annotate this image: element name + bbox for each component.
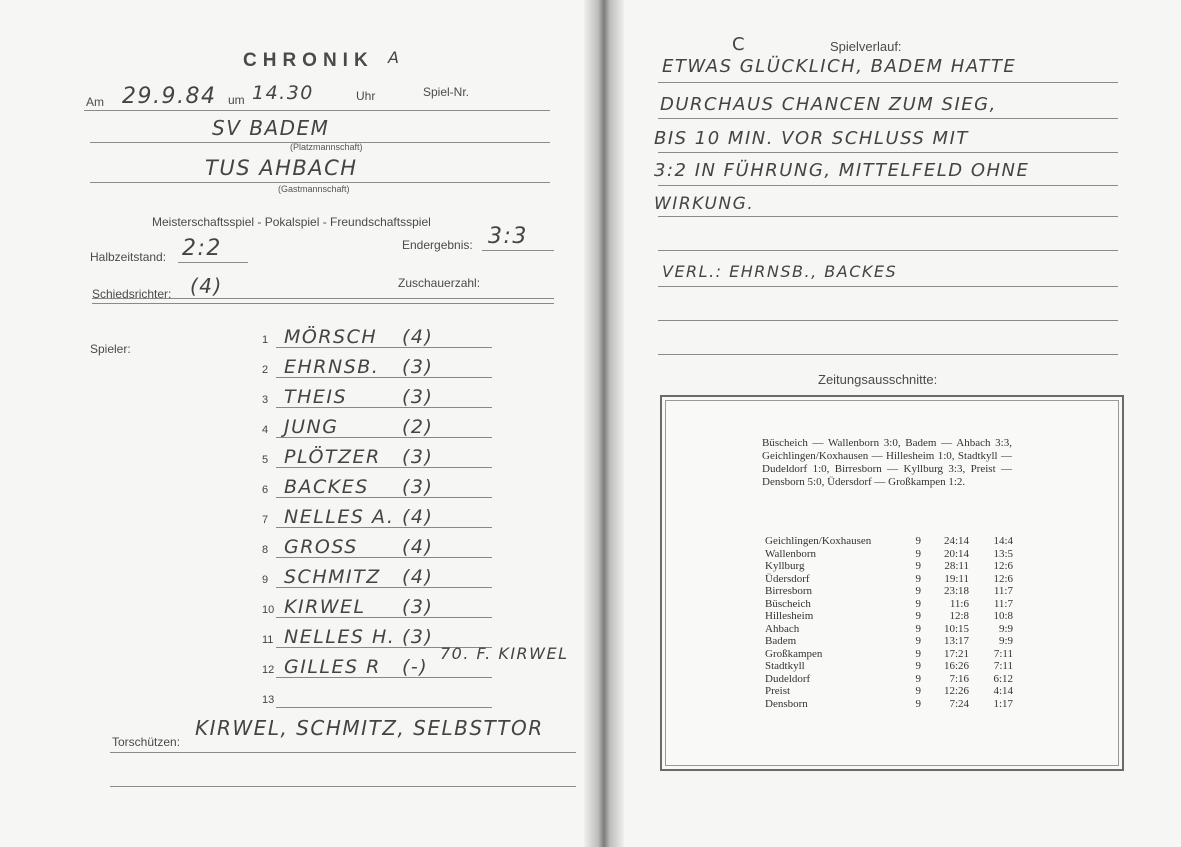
referee-value: (4)	[190, 274, 223, 298]
table-row	[762, 585, 1016, 598]
title-corner-mark: A	[388, 48, 401, 67]
guest-line	[90, 182, 550, 183]
games-cell: 9	[915, 585, 921, 597]
games-cell: 9	[915, 697, 921, 710]
goals-cell: 19:11	[944, 572, 969, 585]
games-cell: 9	[915, 672, 921, 685]
team-cell: Üdersdorf	[765, 572, 810, 585]
points-cell: 10:8	[993, 610, 1013, 622]
player-grade: (2)	[402, 416, 434, 438]
player-name: KIRWEL	[284, 596, 366, 618]
table-row	[762, 685, 1016, 698]
am-label: Am	[86, 95, 104, 109]
games-cell: 9	[915, 660, 921, 672]
final-line	[482, 250, 554, 251]
team-cell: Dudeldorf	[765, 672, 811, 685]
spiel-nr-label: Spiel-Nr.	[423, 85, 470, 99]
player-row	[262, 588, 492, 618]
left-page	[0, 0, 584, 847]
table-row	[762, 623, 1016, 636]
scorers-line	[110, 752, 576, 753]
player-line	[276, 707, 492, 708]
player-grade: (4)	[402, 536, 434, 558]
points-cell: 7:11	[993, 647, 1013, 660]
points-cell: 6:12	[993, 672, 1013, 685]
games-cell: 9	[915, 560, 921, 572]
player-grade: (-)	[402, 656, 429, 678]
table-row	[762, 648, 1016, 661]
player-row	[262, 318, 492, 348]
player-row	[262, 528, 492, 558]
games-cell: 9	[915, 647, 921, 660]
points-cell: 12:6	[993, 560, 1013, 572]
halftime-label: Halbzeitstand:	[90, 250, 167, 264]
table-row	[762, 635, 1016, 648]
player-number: 9	[262, 574, 269, 586]
table-row	[762, 660, 1016, 673]
home-team: SV BADEM	[212, 116, 330, 140]
book-gutter	[584, 0, 624, 847]
home-caption: (Platzmannschaft)	[290, 142, 363, 152]
goals-cell: 12:26	[943, 685, 969, 697]
player-name: EHRNSB.	[284, 356, 380, 378]
games-cell: 9	[915, 635, 921, 647]
verlauf-line: BIS 10 MIN. VOR SCHLUSS MIT	[654, 128, 969, 149]
verlauf-line: DURCHAUS CHANCEN ZUM SIEG,	[660, 94, 997, 115]
player-row	[262, 348, 492, 378]
goals-cell: 7:24	[949, 697, 969, 710]
points-cell: 12:6	[993, 572, 1013, 585]
final-label: Endergebnis:	[402, 238, 473, 252]
team-cell: Großkampen	[765, 647, 823, 660]
team-cell: Densborn	[765, 697, 808, 710]
date-value: 29.9.84	[122, 84, 217, 109]
scorers-label: Torschützen:	[112, 735, 181, 749]
player-name: NELLES H.	[284, 626, 396, 648]
player-number: 1	[262, 334, 269, 346]
player-number: 2	[262, 364, 269, 376]
team-cell: Badem	[765, 635, 797, 647]
referee-line-2	[92, 303, 554, 304]
points-cell: 1:17	[993, 697, 1013, 710]
table-row	[762, 573, 1016, 586]
table-row	[762, 535, 1016, 548]
points-cell: 11:7	[993, 585, 1013, 597]
substitution-note: 70. F. KIRWEL	[440, 644, 569, 663]
player-row	[262, 558, 492, 588]
player-grade: (4)	[402, 566, 434, 588]
verlauf-rule	[658, 216, 1118, 217]
date-line	[84, 110, 550, 111]
player-row	[262, 408, 492, 438]
team-cell: Wallenborn	[765, 547, 817, 560]
player-number: 5	[262, 454, 269, 466]
table-row	[762, 673, 1016, 686]
goals-cell: 20:14	[943, 547, 969, 560]
team-cell: Preist	[765, 685, 791, 697]
table-row	[762, 560, 1016, 573]
scorers-value: KIRWEL, SCHMITZ, SELBSTTOR	[195, 716, 544, 740]
player-grade: (3)	[402, 476, 434, 498]
player-number: 13	[262, 694, 275, 706]
chronik-title: CHRONIK	[243, 50, 374, 71]
goals-cell: 16:26	[943, 660, 969, 672]
corner-mark: C	[732, 34, 747, 55]
goals-cell: 12:8	[949, 610, 969, 622]
player-name: SCHMITZ	[284, 566, 381, 588]
player-row	[262, 468, 492, 498]
newspaper-clipping	[660, 395, 1124, 771]
time-value: 14.30	[252, 82, 314, 104]
verlauf-rule	[658, 82, 1118, 83]
verlauf-rule	[658, 286, 1118, 287]
goals-cell: 24:14	[943, 535, 969, 547]
points-cell: 9:9	[998, 635, 1013, 647]
referee-line	[92, 298, 554, 299]
verletzt-line: VERL.: EHRNSB., BACKES	[662, 262, 898, 281]
verlauf-rule	[658, 118, 1118, 119]
player-row	[262, 438, 492, 468]
team-cell: Stadtkyll	[765, 660, 805, 672]
player-name: JUNG	[284, 416, 339, 438]
games-cell: 9	[915, 685, 921, 697]
standings-table	[762, 535, 1016, 710]
table-row	[762, 610, 1016, 623]
verlauf-rule	[658, 250, 1118, 251]
player-grade: (3)	[402, 596, 434, 618]
team-cell: Geichlingen/Koxhausen	[765, 535, 872, 547]
games-cell: 9	[915, 597, 921, 610]
zeitung-label: Zeitungsausschnitte:	[818, 372, 938, 387]
players-label: Spieler:	[90, 342, 131, 356]
player-row	[262, 498, 492, 528]
match-types: Meisterschaftsspiel - Pokalspiel - Freundschaftsspiel	[152, 215, 431, 229]
player-number: 8	[262, 544, 269, 556]
player-name: THEIS	[284, 386, 348, 408]
points-cell: 4:14	[993, 685, 1013, 697]
player-number: 10	[262, 604, 275, 616]
spectators-label: Zuschauerzahl:	[398, 276, 481, 290]
table-row	[762, 698, 1016, 711]
player-name: BACKES	[284, 476, 369, 498]
games-cell: 9	[915, 572, 921, 585]
points-cell: 7:11	[993, 660, 1013, 672]
player-name: MÖRSCH	[284, 326, 378, 348]
team-cell: Hillesheim	[765, 610, 814, 622]
verlauf-rule	[658, 152, 1118, 153]
goals-cell: 13:17	[943, 635, 969, 647]
player-grade: (4)	[402, 506, 434, 528]
table-row	[762, 598, 1016, 611]
team-cell: Birresborn	[765, 585, 813, 597]
points-cell: 9:9	[998, 622, 1013, 635]
table-row	[762, 548, 1016, 561]
goals-cell: 7:16	[949, 672, 969, 685]
clipping-report: Büscheich — Wallenborn 3:0, Badem — Ahbach 3:3, Geichlingen/Koxhausen — Hillesheim 1:0, Stadtkyll — Dudeldorf 1:0, Birresborn — Kyllburg 3:3, Preist — Densborn 5:0, Üdersdorf — Großkampen 1:2.	[762, 437, 1012, 488]
goals-cell: 10:15	[943, 622, 969, 635]
goals-cell: 11:6	[949, 597, 969, 610]
referee-label: Schiedsrichter:	[92, 287, 172, 301]
player-name: PLÖTZER	[284, 446, 381, 468]
goals-cell: 28:11	[944, 560, 969, 572]
verlauf-line: ETWAS GLÜCKLICH, BADEM HATTE	[662, 56, 1017, 77]
final-value: 3:3	[488, 224, 528, 249]
games-cell: 9	[915, 622, 921, 635]
player-grade: (4)	[402, 326, 434, 348]
halftime-value: 2:2	[182, 236, 222, 261]
player-name: GROSS	[284, 536, 358, 558]
points-cell: 11:7	[993, 597, 1013, 610]
player-row	[262, 678, 492, 708]
guest-caption: (Gastmannschaft)	[278, 184, 350, 194]
games-cell: 9	[915, 610, 921, 622]
team-cell: Büscheich	[765, 597, 811, 610]
player-grade: (3)	[402, 356, 434, 378]
player-grade: (3)	[402, 386, 434, 408]
player-number: 3	[262, 394, 269, 406]
spielverlauf-label: Spielverlauf:	[830, 39, 902, 54]
team-cell: Kyllburg	[765, 560, 805, 572]
points-cell: 14:4	[993, 535, 1013, 547]
player-grade: (3)	[402, 446, 434, 468]
guest-team: TUS AHBACH	[205, 156, 358, 180]
player-number: 11	[262, 634, 274, 646]
team-cell: Ahbach	[765, 622, 800, 635]
player-name: GILLES R	[284, 656, 381, 678]
player-row	[262, 378, 492, 408]
verlauf-rule	[658, 354, 1118, 355]
player-grade: (3)	[402, 626, 434, 648]
goals-cell: 17:21	[943, 647, 969, 660]
player-number: 6	[262, 484, 269, 496]
halftime-line	[178, 262, 248, 263]
verlauf-rule	[658, 185, 1118, 186]
points-cell: 13:5	[993, 547, 1013, 560]
games-cell: 9	[915, 535, 921, 547]
goals-cell: 23:18	[943, 585, 969, 597]
uhr-label: Uhr	[356, 89, 376, 103]
bottom-line	[110, 786, 576, 787]
verlauf-line: WIRKUNG.	[654, 194, 755, 214]
verlauf-rule	[658, 320, 1118, 321]
player-name: NELLES A.	[284, 506, 395, 528]
games-cell: 9	[915, 547, 921, 560]
player-number: 12	[262, 664, 275, 676]
player-number: 4	[262, 424, 269, 436]
verlauf-line: 3:2 IN FÜHRUNG, MITTELFELD OHNE	[654, 160, 1030, 181]
player-number: 7	[262, 514, 269, 526]
um-label: um	[228, 93, 245, 107]
